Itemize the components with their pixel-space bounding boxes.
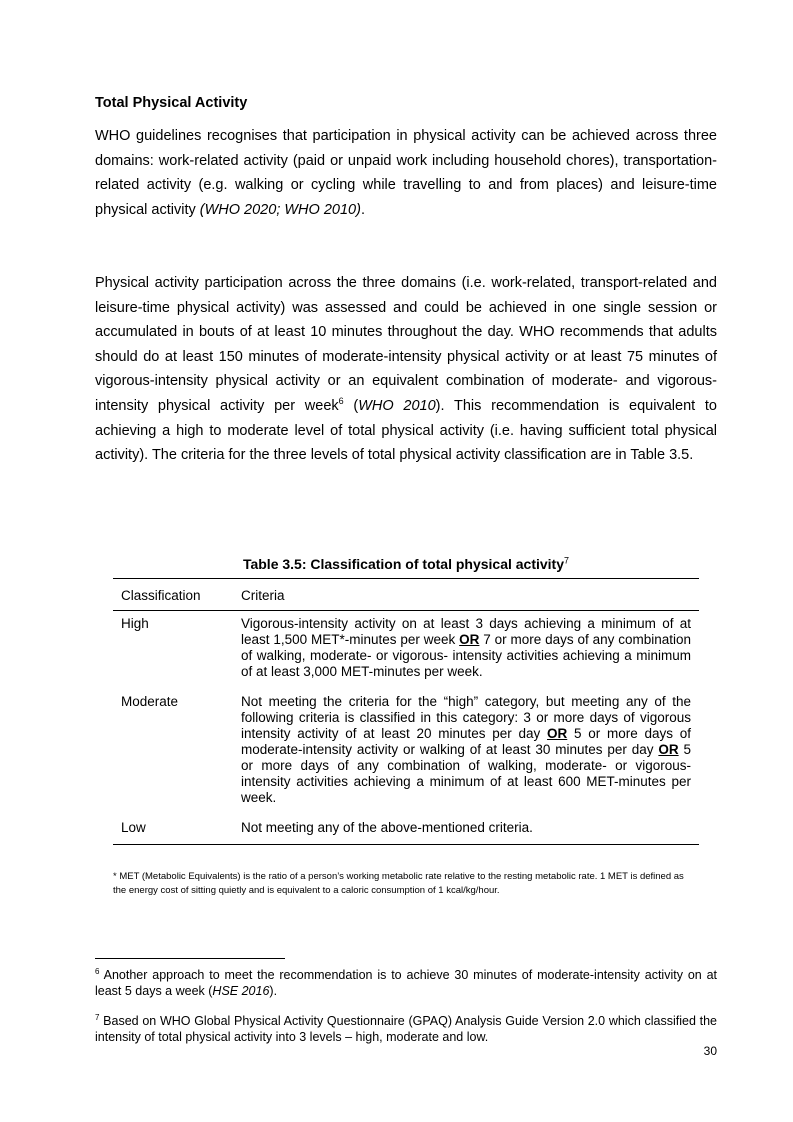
criteria-text: Vigorous-intensity activity on at least 3 days achieving a minimum of at least 1,500 MET*-minutes per week xyxy=(241,616,691,647)
footnote-ref: 6 xyxy=(338,396,344,407)
footnote-number: 7 xyxy=(95,1012,100,1022)
footnote-text: Based on WHO Global Physical Activity Questionnaire (GPAQ) Analysis Guide Version 2.0 which classified the intensity of total physical activity into 3 levels – high, moderate and low. xyxy=(95,1014,717,1044)
footnote-text: ). xyxy=(269,984,278,998)
footnote-7 xyxy=(95,1013,717,1045)
criteria-cell xyxy=(233,611,699,691)
paragraph-who-guidelines xyxy=(95,124,717,222)
classification-cell: Low xyxy=(113,816,233,845)
table-footnote: * MET (Metabolic Equivalents) is the ratio of a person’s working metabolic rate relative to the resting metabolic rate. 1 MET is defined as the energy cost of sitting quietly and is equivalent to a caloric consumption of 1 kcal/kg/hour. xyxy=(113,871,684,896)
footnote-ref: 7 xyxy=(564,555,570,566)
table-row xyxy=(113,816,699,845)
footnote-6 xyxy=(95,967,717,999)
classification-cell: Moderate xyxy=(121,694,179,709)
or-keyword: OR xyxy=(658,742,679,757)
table-row xyxy=(113,611,699,691)
column-header-criteria: Criteria xyxy=(233,579,699,611)
paragraph-participation xyxy=(95,271,717,468)
citation: HSE 2016 xyxy=(212,984,270,998)
paragraph-text: ( xyxy=(343,397,359,414)
citation: (WHO 2020; WHO 2010) xyxy=(199,201,361,218)
or-keyword: OR xyxy=(459,632,480,647)
caption-text: Table 3.5: Classification of total physical activity xyxy=(242,556,565,572)
criteria-text: Not meeting any of the above-mentioned criteria. xyxy=(241,820,533,835)
paragraph-text: This recommendation is equivalent to achieving a high to moderate level of total physical activity (i.e. having sufficient total physical activity). The criteria for the three levels of total physical activity classification are in Table 3.5. xyxy=(95,397,717,464)
table-row xyxy=(113,690,699,816)
table-caption xyxy=(113,556,699,572)
table-header-row xyxy=(113,579,699,611)
criteria-cell xyxy=(233,690,699,816)
page-number: 30 xyxy=(703,1044,717,1058)
footnote-divider xyxy=(95,958,285,959)
citation: WHO 2010 xyxy=(358,397,436,414)
criteria-text: 5 or more days of moderate-intensity activity or walking of at least 30 minutes per day xyxy=(241,726,691,757)
paragraph-text: Physical activity participation across the three domains (i.e. work-related, transport-related and leisure-time physical activity) was assessed and could be achieved in one single session or accumulated in bouts of at least 10 minutes throughout the day. WHO recommends that adults should do at least 150 minutes of moderate-intensity physical activity or at least 75 minutes of vigorous-intensity physical activity or an equivalent combination of moderate- and vigorous-intensity physical activity per week xyxy=(95,275,717,414)
paragraph-text: ). xyxy=(435,397,445,414)
classification-cell: High xyxy=(121,616,149,631)
footnote-number: 6 xyxy=(95,966,100,976)
criteria-text: 5 or more days of any combination of walking, moderate- or vigorous-intensity activities achieving a minimum of at least 600 MET-minutes per week. xyxy=(241,742,691,805)
paragraph-text: WHO guidelines recognises that participation in physical activity can be achieved across three domains: work-related activity (paid or unpaid work including household chores), transportation-related activity (e.g. walking or cycling while travelling to and from places) and leisure-time physical activity xyxy=(95,128,717,218)
section-heading: Total Physical Activity xyxy=(95,95,248,111)
classification-table xyxy=(113,578,699,845)
or-keyword: OR xyxy=(547,726,568,741)
footnote-text: Another approach to meet the recommendation is to achieve 30 minutes of moderate-intensity activity on at least 5 days a week ( xyxy=(95,968,717,998)
criteria-cell xyxy=(233,816,699,845)
column-header-classification: Classification xyxy=(113,579,233,611)
paragraph-text: . xyxy=(360,201,365,218)
criteria-text: Not meeting the criteria for the “high” category, but meeting any of the following criteria is classified in this category: 3 or more days of vigorous intensity activity of at least 20 minutes per day xyxy=(241,694,691,741)
criteria-text: 7 or more days of any combination of walking, moderate- or vigorous- intensity activities achieving a minimum of at least 3,000 MET-minutes per week. xyxy=(241,632,691,679)
